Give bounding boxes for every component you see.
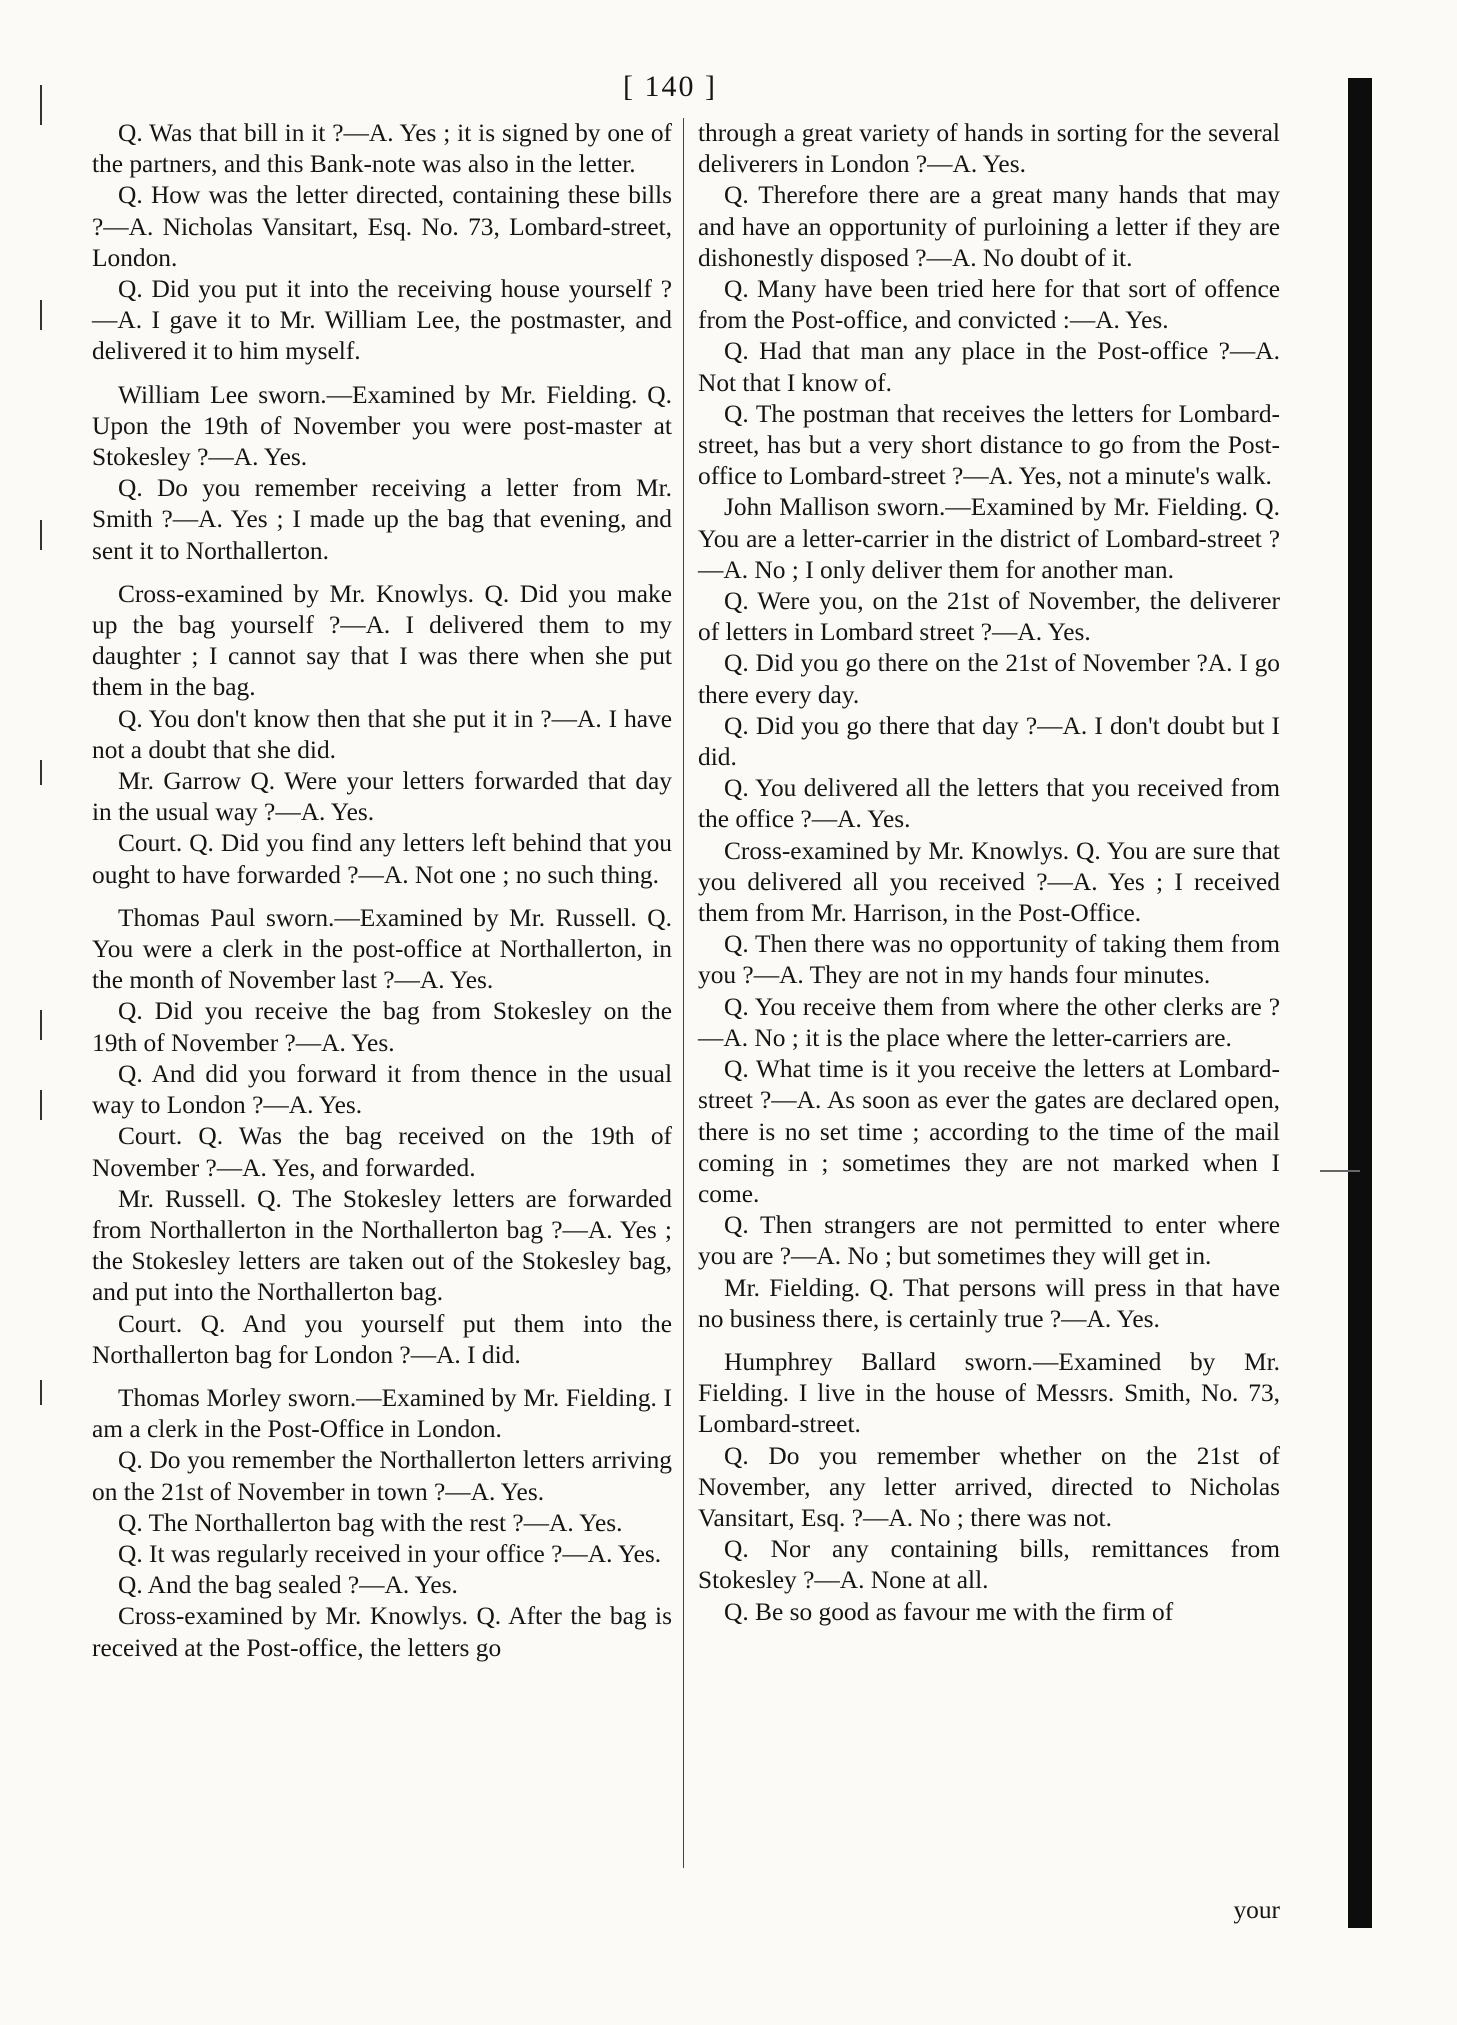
margin-marks xyxy=(40,0,50,2025)
paragraph: Mr. Fielding. Q. That persons will press in that have no business there, is certainly true ?—A. Yes. xyxy=(698,1273,1280,1333)
paragraph: Q. Did you receive the bag from Stokesley on the 19th of November ?—A. Yes. xyxy=(92,997,672,1057)
paragraph: Court. Q. And you yourself put them into the Northallerton bag for London ?—A. I did. xyxy=(92,1309,672,1369)
paragraph: Q. Many have been tried here for that sort of offence from the Post-office, and convicted :—A. Yes. xyxy=(698,275,1280,335)
paragraph: Q. Were you, on the 21st of November, the deliverer of letters in Lombard street ?—A. Yes. xyxy=(698,587,1280,647)
paragraph: Q. And did you forward it from thence in the usual way to London ?—A. Yes. xyxy=(92,1059,672,1120)
paragraph: Court. Q. Was the bag received on the 19th of November ?—A. Yes, and forwarded. xyxy=(92,1122,672,1182)
paragraph: Q. Nor any containing bills, remittances from Stokesley ?—A. None at all. xyxy=(698,1535,1280,1595)
paragraph: Q. Do you remember whether on the 21st of November, any letter arrived, directed to Nicholas Vansitart, Esq. ?—A. No ; there was not. xyxy=(698,1441,1280,1532)
paragraph: Q. Did you go there on the 21st of November ?A. I go there every day. xyxy=(698,649,1280,709)
paragraph: Q. And the bag sealed ?—A. Yes. xyxy=(118,1571,458,1600)
paragraph: Q. Do you remember receiving a letter from Mr. Smith ?—A. Yes ; I made up the bag that evening, and sent it to Northallerton. xyxy=(92,474,672,565)
column-divider xyxy=(683,118,684,1868)
paragraph: Q. Be so good as favour me with the firm of xyxy=(724,1597,1174,1626)
paragraph: Thomas Morley sworn.—Examined by Mr. Fielding. I am a clerk in the Post-Office in London. xyxy=(92,1383,672,1444)
binding-edge xyxy=(1348,78,1372,1928)
paragraph: Cross-examined by Mr. Knowlys. Q. You are sure that you delivered all you received ?—A. Yes ; I received them from Mr. Harrison, in the Post-Office. xyxy=(698,836,1280,928)
paragraph: Q. It was regularly received in your office ?—A. Yes. xyxy=(118,1539,662,1568)
paragraph: Q. Was that bill in it ?—A. Yes ; it is signed by one of the partners, and this Bank-note was also in the letter. xyxy=(92,119,672,179)
paragraph: Q. The Northallerton bag with the rest ?—A. Yes. xyxy=(118,1508,623,1537)
paragraph: Cross-examined by Mr. Knowlys. Q. Did you make up the bag yourself ?—A. I delivered them to my daughter ; I cannot say that I was there when she put them in the bag. xyxy=(92,579,672,702)
paragraph: John Mallison sworn.—Examined by Mr. Fielding. Q. You are a letter-carrier in the district of Lombard-street ?—A. No ; I only deliver them for another man. xyxy=(698,493,1280,584)
margin-rule xyxy=(1320,1170,1360,1172)
paragraph: Mr. Russell. Q. The Stokesley letters are forwarded from Northallerton in the Northallerton bag ?—A. Yes ; the Stokesley letters are taken out of the Stokesley bag, and put into the Northallerton bag. xyxy=(92,1184,672,1307)
paragraph: Q. Did you go there that day ?—A. I don't doubt but I did. xyxy=(698,711,1280,772)
paragraph: Q. Did you put it into the receiving house yourself ?—A. I gave it to Mr. William Lee, the postmaster, and delivered it to him myself. xyxy=(92,275,672,366)
page-number: [ 140 ] xyxy=(623,70,717,103)
paragraph: Humphrey Ballard sworn.—Examined by Mr. Fielding. I live in the house of Messrs. Smith, No. 73, Lombard-street. xyxy=(698,1347,1280,1439)
paragraph: Q. Therefore there are a great many hands that may and have an opportunity of purloining a letter if they are dishonestly disposed ?—A. No doubt of it. xyxy=(698,181,1280,272)
paragraph: William Lee sworn.—Examined by Mr. Fielding. Q. Upon the 19th of November you were post-master at Stokesley ?—A. Yes. xyxy=(92,380,672,472)
paragraph: Cross-examined by Mr. Knowlys. Q. After the bag is received at the Post-office, the letters go xyxy=(92,1602,672,1662)
paragraph: through a great variety of hands in sorting for the several deliverers in London ?—A. Yes. xyxy=(698,119,1280,179)
paragraph: Q. The postman that receives the letters for Lombard-street, has but a very short distance to go from the Post-office to Lombard-street ?—A. Yes, not a minute's walk. xyxy=(698,399,1280,491)
paragraph: Mr. Garrow Q. Were your letters forwarded that day in the usual way ?—A. Yes. xyxy=(92,767,672,827)
paragraph: Q. Had that man any place in the Post-office ?—A. Not that I know of. xyxy=(698,337,1280,397)
paragraph: Q. Then strangers are not permitted to enter where you are ?—A. No ; but sometimes they will get in. xyxy=(698,1211,1280,1271)
catchword: your xyxy=(1233,1896,1280,1924)
paragraph: Q. You don't know then that she put it in ?—A. I have not a doubt that she did. xyxy=(92,704,672,764)
paragraph: Q. How was the letter directed, containing these bills ?—A. Nicholas Vansitart, Esq. No. 73, Lombard-street, London. xyxy=(92,181,672,272)
paragraph: Thomas Paul sworn.—Examined by Mr. Russell. Q. You were a clerk in the post-office at Northallerton, in the month of November last ?—A. Yes. xyxy=(92,903,672,995)
paragraph: Q. What time is it you receive the letters at Lombard-street ?—A. As soon as ever the gates are declared open, there is no set time ; according to the time of the mail coming in ; sometimes they are not marked when I come. xyxy=(698,1055,1280,1208)
paragraph: Q. Do you remember the Northallerton letters arriving on the 21st of November in town ?—A. Yes. xyxy=(92,1446,672,1506)
left-column xyxy=(92,118,672,1664)
paragraph: Q. Then there was no opportunity of taking them from you ?—A. They are not in my hands four minutes. xyxy=(698,930,1280,990)
paragraph: Court. Q. Did you find any letters left behind that you ought to have forwarded ?—A. Not one ; no such thing. xyxy=(92,829,672,889)
paragraph: Q. You receive them from where the other clerks are ?—A. No ; it is the place where the letter-carriers are. xyxy=(698,992,1280,1052)
right-column xyxy=(698,118,1280,1628)
paragraph: Q. You delivered all the letters that you received from the office ?—A. Yes. xyxy=(698,774,1280,834)
